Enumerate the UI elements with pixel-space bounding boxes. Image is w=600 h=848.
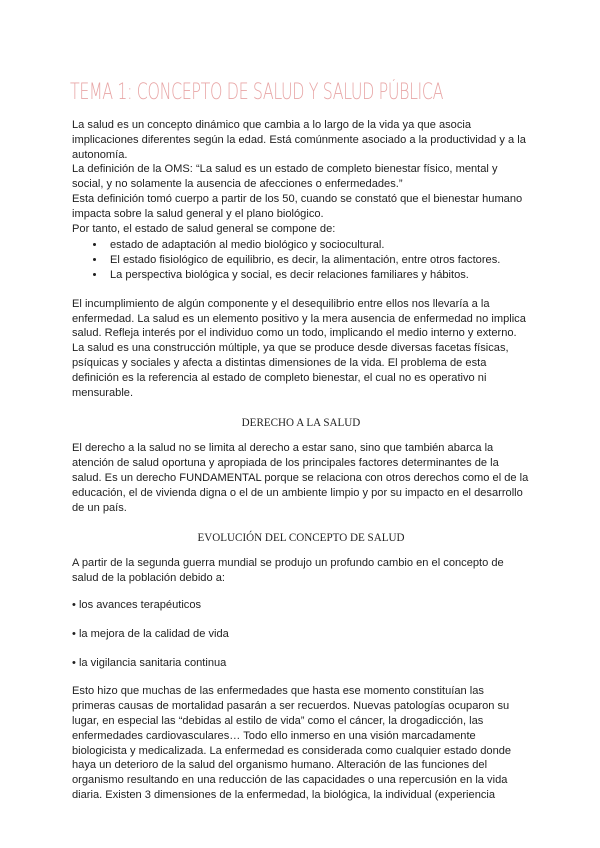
list-item: • la vigilancia sanitaria continua [72, 656, 227, 669]
paragraph-evolucion: Esto hizo que muchas de las enfermedades que hasta ese momento constituían las primeras causas de mortalidad pasarán a ser recuerdos. Nuevas patologías ocuparon su lugar, en especial las “debidas al estilo de vida” como el cáncer, la drogadicción, las enfermedades cardiovasculares… Todo ello inmerso en una visión marcadamente biologicista y medicalizada. La enfermedad es considerada como cualquier estado donde haya un deterioro de la salud del organismo humano. Alteración de las funciones del organismo resultando en una reducción de las capacidades o una repercusión en la vida diaria. Existen 3 dimensiones de la enfermedad, la biológica, la individual (experiencia [72, 685, 512, 801]
page-title: TEMA 1: CONCEPTO DE SALUD Y SALUD PÚBLICA [70, 80, 444, 105]
intro-paragraph-3: Esta definición tomó cuerpo a partir de los 50, cuando se constató que el bienestar humano impacta sobre la salud general y el plano biológico. [72, 192, 523, 220]
intro-block [72, 118, 530, 283]
factors-list [72, 598, 530, 670]
components-list [72, 238, 530, 282]
list-item: • estado de adaptación al medio biológico y sociocultural. [106, 238, 530, 253]
paragraph-evolucion-intro: A partir de la segunda guerra mundial se produjo un profundo cambio en el concepto de salud de la población debido a: [72, 557, 504, 585]
paragraph-derecho: El derecho a la salud no se limita al derecho a estar sano, sino que también abarca la atención de salud oportuna y apropiada de los principales factores determinantes de la salud. Es un derecho FUNDAMENTAL porque se relaciona con otros derechos como el de la educación, el de vivienda digna o el de un ambiente limpio y por su impacto en el desarrollo de un país. [72, 442, 529, 514]
section-heading-evolucion: EVOLUCIÓN DEL CONCEPTO DE SALUD [197, 532, 405, 545]
list-item: • La perspectiva biológica y social, es decir relaciones familiares y hábitos. [106, 268, 530, 283]
paragraph-enfermedad: El incumplimiento de algún componente y el desequilibrio entre ellos nos llevaría a la enfermedad. La salud es un elemento positivo y la mera ausencia de enfermedad no implica salud. Refleja interés por el individuo como un todo, implicando el medio interno y externo. La salud es una construcción múltiple, ya que se produce desde diversas facetas físicas, psíquicas y sociales y afecta a distintas dimensiones de la vida. El problema de esta definición es la referencia al estado de completo bienestar, el cual no es operativo ni mensurable. [72, 297, 526, 399]
list-item: • los avances terapéuticos [72, 598, 202, 611]
section-heading-derecho: DERECHO A LA SALUD [241, 417, 361, 430]
intro-paragraph-1: La salud es un concepto dinámico que cambia a lo largo de la vida ya que asocia implicaciones diferentes según la edad. Está comúnmente asociado a la productividad y a la autonomía. [72, 119, 526, 161]
list-item: • El estado fisiológico de equilibrio, es decir, la alimentación, entre otros factores. [106, 253, 530, 268]
list-item: • la mejora de la calidad de vida [72, 627, 229, 640]
intro-paragraph-4: Por tanto, el estado de salud general se compone de: [72, 222, 336, 235]
intro-paragraph-2: La definición de la OMS: “La salud es un estado de completo bienestar físico, mental y social, y no solamente la ausencia de afecciones o enfermedades.” [72, 163, 498, 191]
